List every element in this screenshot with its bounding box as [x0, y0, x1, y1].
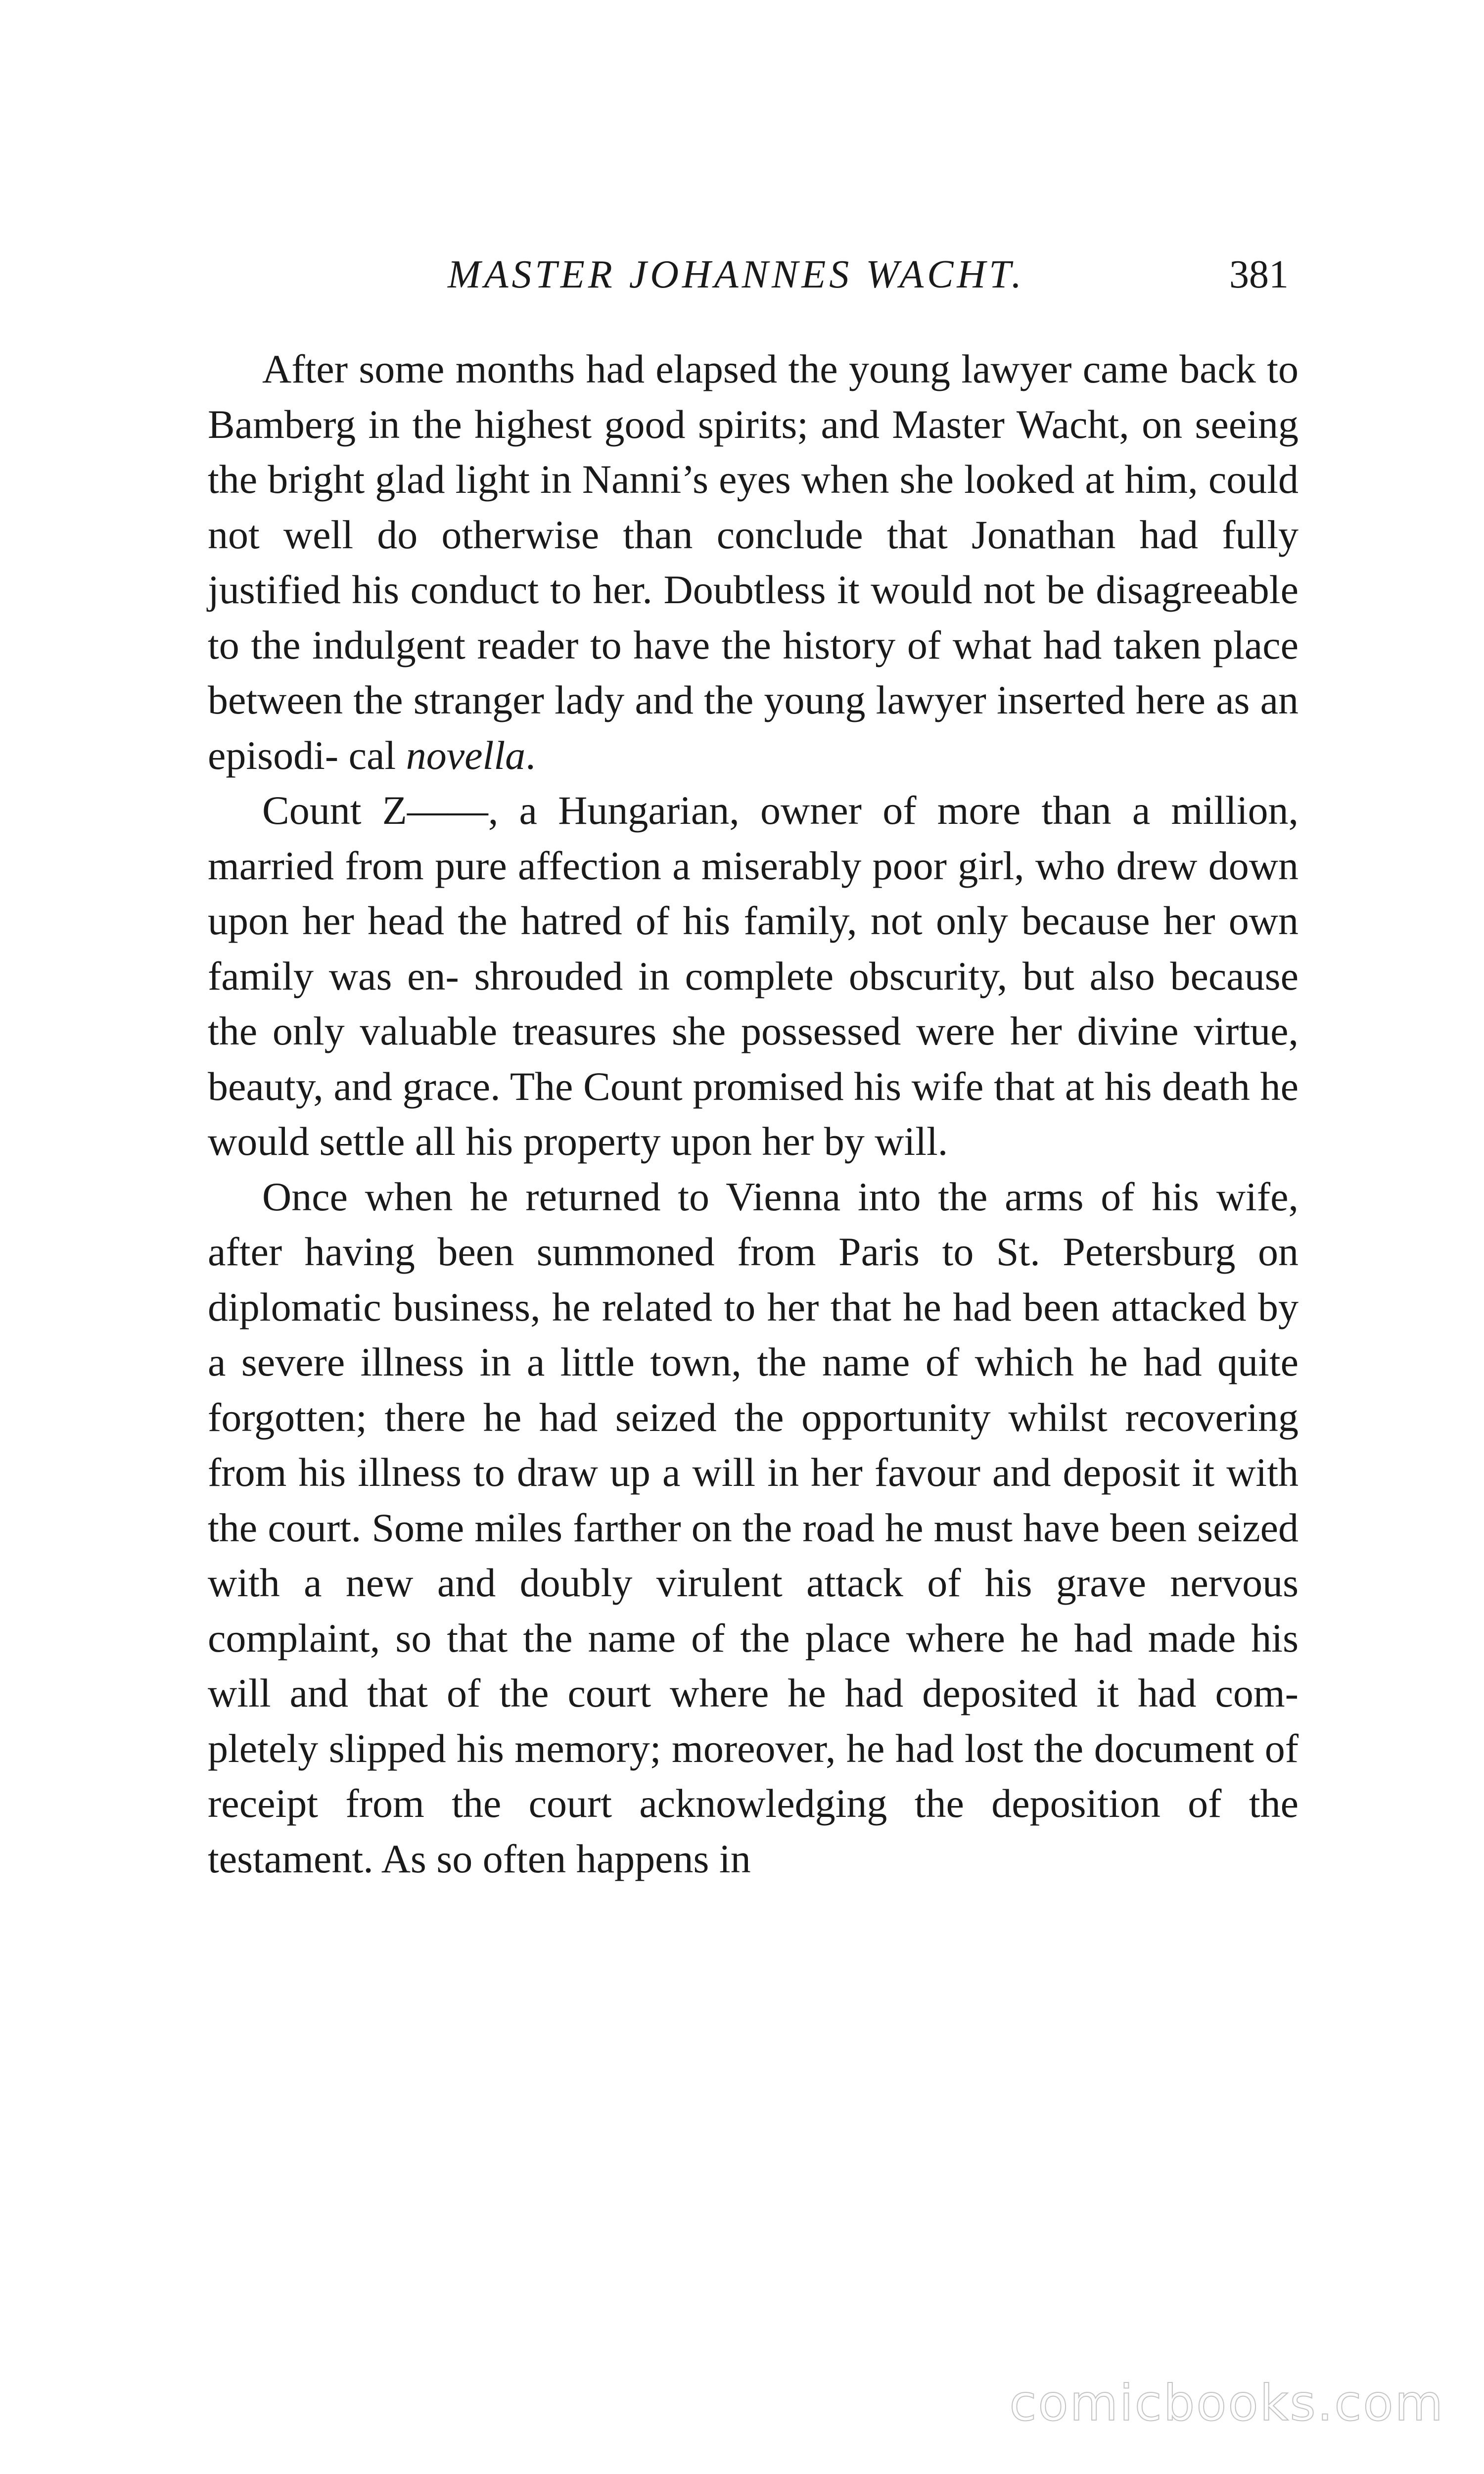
page-number: 381 — [1229, 253, 1289, 296]
watermark: comicbooks.com — [1009, 2374, 1444, 2432]
italic-term: novella — [406, 732, 526, 778]
paragraph — [208, 341, 1298, 783]
paragraph-text: After some months had elapsed the young lawyer came back to Bamberg in the highest good spirits; and Master Wacht, on seeing the bright glad light in Nanni’s eyes when she looked at him, could not well do otherwise than conclude that Jonathan had fully justified his conduct to her. Doubtless it would not be disagreeable to the indulgent reader to have the history of what had taken place between the stranger lady and the young lawyer inserted here as an episodi- cal — [208, 346, 1298, 778]
paragraph-end: . — [525, 732, 536, 778]
body-text — [208, 341, 1298, 1886]
paragraph: Count Z——, a Hungarian, owner of more than a million, married from pure affection a miserably poor girl, who drew down upon her head the hatred of his family, not only because her own family was en- shrouded in complete obscurity, but also because the only valuable treasures she possessed were her divine virtue, beauty, and grace. The Count promised his wife that at his death he would settle all his property upon her by will. — [208, 788, 1298, 1164]
running-head — [448, 252, 1289, 302]
running-title: MASTER JOHANNES WACHT. — [448, 253, 1025, 296]
paragraph: Once when he returned to Vienna into the arms of his wife, after having been summoned from Paris to St. Petersburg on diplomatic business, he related to her that he had been attacked by a severe illness in a little town, the name of which he had quite forgotten; there he had seized the opportunity whilst recovering from his illness to draw up a will in her favour and deposit it with the court. Some miles farther on the road he must have been seized with a new and doubly virulent attack of his grave nervous complaint, so that the name of the place where he had made his will and that of the court where he had deposited it had com- pletely slipped his memory; moreover, he had lost the document of receipt from the court acknowledging the deposition of the testament. As so often happens in — [208, 1174, 1298, 1881]
